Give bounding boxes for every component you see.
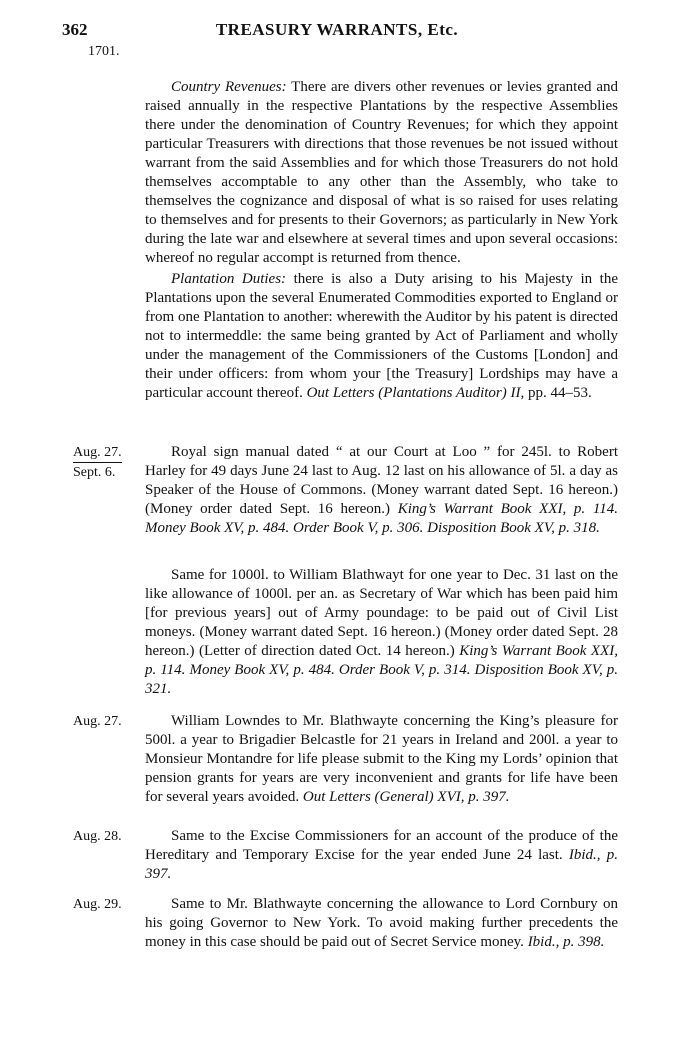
entry-text: [145, 827, 618, 884]
entry-body: William Lowndes to Mr. Blathwayte concerning the King’s pleasure for 500l. a year to Brigadier Belcastle for 21 years in Ireland and 200l. a year to Monsieur Montandre for life please submit to the King my Lords’ opinion that pension grants for years are very inconvenient and grants for life have been for several years avoided.: [145, 713, 618, 805]
entry-references: Ibid., p. 398.: [527, 934, 605, 950]
entry-body: Same to Mr. Blathwayte concerning the allowance to Lord Cornbury on his going Governor to New York. To avoid making further precedents the money in this case should be paid out of Secret Service money.: [145, 896, 618, 950]
entry-date: [73, 827, 133, 846]
paragraph-reference: Out Letters (Plantations Auditor) II,: [306, 385, 525, 401]
page-number: 362: [62, 20, 88, 39]
entry-date-first: Aug. 27.: [73, 443, 122, 463]
entry-date-first: Aug. 27.: [73, 714, 122, 729]
entry-text: [145, 895, 618, 952]
entry-body: Royal sign manual dated “ at our Court at Loo ” for 245l. to Robert Harley for 49 days June 24 last to Aug. 12 last on his allowance of 5l. a day as Speaker of the House of Commons. (Money warrant dated Sept. 16 hereon.) (Money order dated Sept. 16 hereon.): [145, 444, 618, 517]
entry-text: [145, 712, 618, 807]
paragraph-body: there is also a Duty arising to his Majesty in the Plantations upon the several Enumerated Commodities exported to England or from one Plantation to another: wherewith the Auditor by his patent is directed not to intermeddle: the same being granted by Act of Parliament and wholly under the management of the Commissioners of the Customs [London] and their under officers: from whom your [the Treasury] Lordships may have a particular account thereof.: [145, 271, 618, 401]
entry-date: [73, 712, 133, 731]
entry-references: Ibid., p. 397.: [145, 847, 618, 882]
entry-body: Same for 1000l. to William Blathwayt for one year to Dec. 31 last on the like allowance of 1000l. per an. as Secretary of War which has been paid him [for previous years] out of Army poundage: to be paid out of Civil List moneys. (Money warrant dated Sept. 16 hereon.) (Money order dated Sept. 28 hereon.) (Letter of direction dated Oct. 14 hereon.): [145, 567, 618, 659]
entry-date-second: Sept. 6.: [73, 465, 116, 480]
paragraph-pages: pp. 44–53.: [524, 385, 592, 401]
country-revenues-paragraph: [145, 78, 618, 268]
entry-references: Out Letters (General) XVI, p. 397.: [302, 789, 510, 805]
entry-date: [73, 895, 133, 914]
year-label: 1701.: [88, 44, 120, 59]
plantation-duties-paragraph: [145, 270, 618, 403]
entry-date-first: Aug. 29.: [73, 897, 122, 912]
entry-references: King’s Warrant Book XXI, p. 114. Money Book XV, p. 484. Order Book V, p. 306. Disposition Book XV, p. 318.: [145, 501, 618, 536]
paragraph-label: Country Revenues:: [171, 79, 287, 95]
entry-date: [73, 443, 133, 482]
entry-text: [145, 443, 618, 538]
entry-text: [145, 566, 618, 699]
entry-body: Same to the Excise Commissioners for an account of the produce of the Hereditary and Temporary Excise for the year ended June 24 last.: [145, 828, 618, 863]
running-head: TREASURY WARRANTS, Etc.: [215, 20, 459, 39]
entry-references: King’s Warrant Book XXI, p. 114. Money Book XV, p. 484. Order Book V, p. 314. Disposition Book XV, p. 321.: [145, 643, 618, 697]
paragraph-label: Plantation Duties:: [171, 271, 287, 287]
entry-date-first: Aug. 28.: [73, 829, 122, 844]
paragraph-body: There are divers other revenues or levies granted and raised annually in the respective Plantations by the respective Assemblies there under the denomination of Country Revenues; for which they appoint particular Treasurers with directions that those revenues be not issued without warrant from the said Assemblies and for which those Treasurers do not hold themselves accomptable to any other than the Assembly, who take to themselves the cognizance and disposal of what is so raised for uses relating to themselves and for presents to their Governors; as particularly in New York during the late war and elsewhere at several times and upon several occasions: whereof no regular accompt is returned from thence.: [145, 79, 618, 266]
